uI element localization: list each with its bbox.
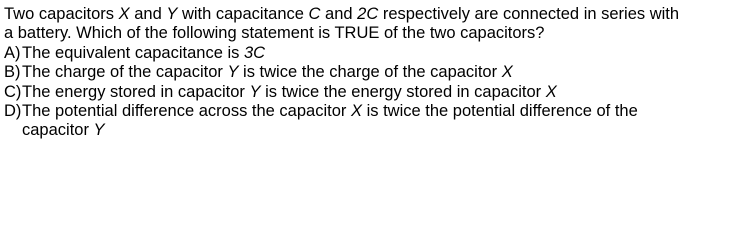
- option-a: [4, 44, 740, 63]
- option-italic-term: 3C: [243, 43, 266, 62]
- option-text-part: The equivalent capacitance is: [22, 43, 244, 62]
- option-italic-term: Y: [93, 121, 105, 140]
- stem-text: and: [129, 5, 167, 23]
- option-letter: C): [4, 82, 22, 101]
- option-d: [4, 102, 740, 141]
- option-italic-term: Y: [249, 82, 261, 101]
- stem-text: respectively are connected in series with: [378, 5, 680, 23]
- capacitance-c: C: [308, 5, 321, 23]
- stem-text: with capacitance: [177, 5, 309, 23]
- option-italic-term: X: [545, 82, 557, 101]
- question-stem-line-1: [4, 5, 740, 24]
- option-text-part: is twice the charge of the capacitor: [238, 63, 502, 82]
- option-b: [4, 63, 740, 82]
- option-text-part: The charge of the capacitor: [22, 63, 228, 82]
- option-text: [22, 63, 702, 82]
- option-text-part: is twice the potential difference of the capacitor: [22, 102, 638, 140]
- option-text-part: is twice the energy stored in capacitor: [260, 82, 546, 101]
- option-text: [22, 44, 702, 63]
- option-italic-term: X: [501, 63, 513, 82]
- stem-text: Two capacitors: [4, 5, 119, 23]
- option-c: [4, 83, 740, 102]
- option-italic-term: Y: [227, 63, 239, 82]
- question-stem-line-2: a battery. Which of the following statement is TRUE of the two capacitors?: [4, 24, 545, 43]
- option-italic-term: X: [350, 102, 362, 121]
- option-text: [22, 102, 702, 141]
- option-text-part: The energy stored in capacitor: [22, 82, 250, 101]
- capacitance-2c: 2C: [357, 5, 379, 23]
- option-text: [22, 83, 702, 102]
- capacitor-x-label: X: [118, 5, 130, 23]
- stem-text: and: [320, 5, 358, 23]
- option-letter: A): [4, 43, 21, 62]
- option-text-part: The potential difference across the capacitor: [22, 102, 351, 121]
- capacitor-y-label: Y: [166, 5, 178, 23]
- option-letter: B): [4, 63, 21, 82]
- option-letter: D): [4, 102, 22, 121]
